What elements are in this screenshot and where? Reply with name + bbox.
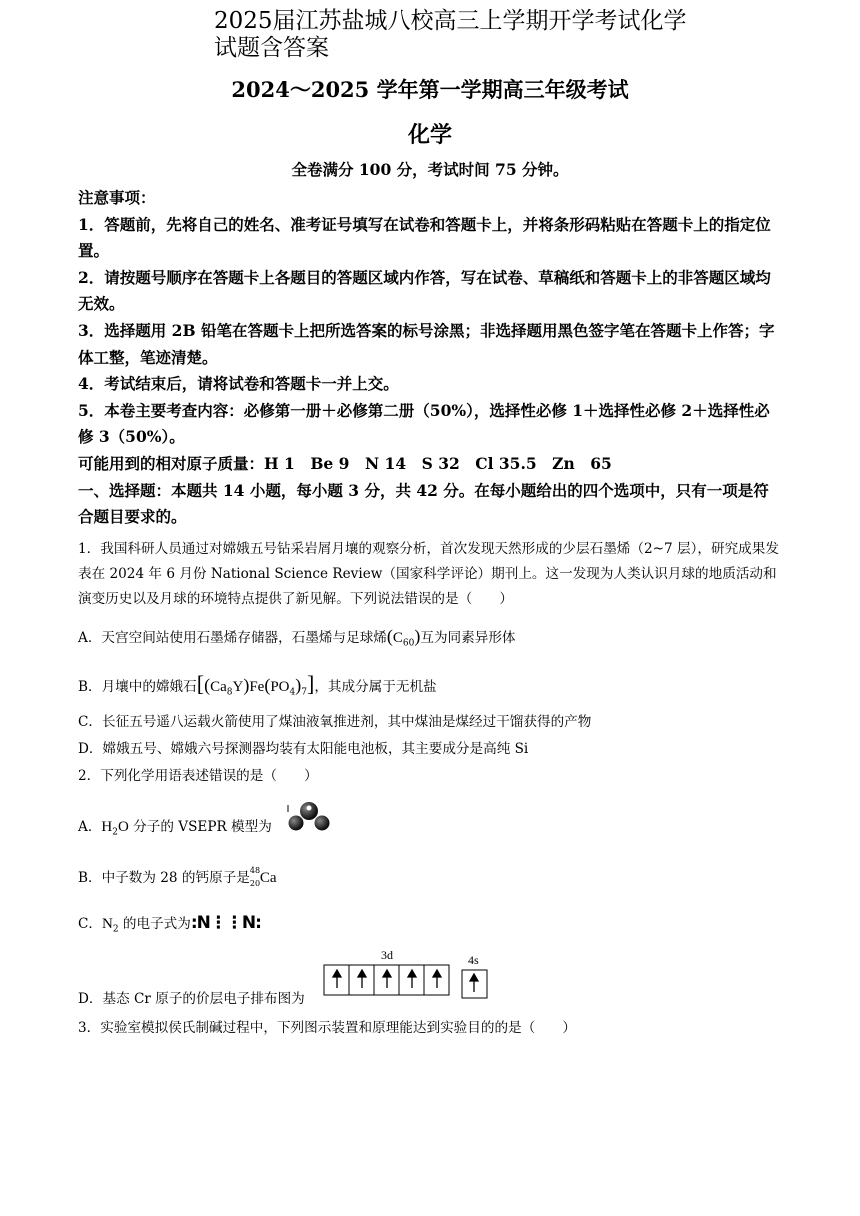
section-heading: 一、选择题：本题共 14 小题，每小题 3 分，共 42 分。在每小题给出的四个选项中，只有一项是符合题目要求的。 <box>78 480 769 527</box>
paren: ( <box>264 675 271 695</box>
question-2-option-c <box>78 912 261 935</box>
option-a-label: A． <box>78 819 102 835</box>
formula-subscript: 2 <box>112 827 118 838</box>
formula-h: H <box>101 819 113 835</box>
formula-fe: Fe <box>249 679 265 695</box>
question-2-option-b <box>78 866 277 888</box>
formula-subscript: 8 <box>226 687 233 698</box>
paren: ) <box>243 675 250 695</box>
orbital-diagram <box>323 963 491 1003</box>
question-1-option-d: D．嫦娥五号、嫦娥六号探测器均装有太阳能电池板，其主要成分是高纯 Si <box>78 741 529 757</box>
formula-n: N <box>102 916 113 932</box>
exam-summary: 全卷满分 100 分，考试时间 75 分钟。 <box>291 160 569 179</box>
option-b-text: B．月壤中的嫦娥石 <box>78 679 197 695</box>
paren: ) <box>295 675 302 695</box>
option-a-text: 分子的 VSEPR 模型为 <box>128 819 272 835</box>
question-1-text: 1．我国科研人员通过对嫦娥五号钻采岩屑月壤的观察分析，首次发现天然形成的少层石墨烯（2~7 层），研究成果发表在 2024 年 6 月份 National Science Review（国家科学评论）期刊上。这一发现为人类认识月球的地质活动和演变历史以及月球的环境特点提供了新见解。下列说法错误的是（ ） <box>78 541 779 607</box>
option-b-suffix: ，其成分属于无机盐 <box>314 679 437 695</box>
mass-number: 48 <box>249 865 261 875</box>
note-item: 5．本卷主要考查内容：必修第一册＋必修第二册（50%），选择性必修 1＋选择性必修 2＋选择性必修 3（50%）。 <box>78 400 770 447</box>
option-c-label: C． <box>78 916 102 932</box>
formula-o: O <box>118 819 129 835</box>
formula-paren: ) <box>414 626 421 646</box>
question-2-option-d: D．基态 Cr 原子的价层电子排布图为 <box>78 991 305 1007</box>
bracket: [ <box>196 671 205 696</box>
formula-symbol: C <box>392 630 403 646</box>
option-c-text: 的电子式为 <box>118 916 191 932</box>
formula-ca: Ca <box>210 679 227 695</box>
atomic-mass-line: 可能用到的相对原子质量：H 1 Be 9 N 14 S 32 Cl 35.5 Zn 65 <box>78 453 612 473</box>
question-1-option-c: C．长征五号遥八运载火箭使用了煤油液氧推进剂，其中煤油是煤经过干馏获得的产物 <box>78 714 592 730</box>
document-title-line2: 试题含答案 <box>214 35 329 61</box>
orbital-label-3d: 3d <box>381 948 393 962</box>
option-a-suffix: 互为同素异形体 <box>420 630 516 646</box>
note-item: 4．考试结束后，请将试卷和答题卡一并上交。 <box>78 374 399 394</box>
vsepr-model-icon <box>285 798 333 836</box>
notes-heading: 注意事项： <box>78 188 156 207</box>
nuclide-notation <box>249 865 261 888</box>
question-3-stem: 3．实验室模拟侯氏制碱过程中，下列图示装置和原理能达到实验目的的是（ ） <box>78 1020 577 1036</box>
formula-subscript: 60 <box>402 638 415 649</box>
document-title <box>214 8 687 62</box>
paren: ( <box>204 675 211 695</box>
document-title-line1: 2025届江苏盐城八校高三上学期开学考试化学 <box>214 8 687 34</box>
question-2-stem: 2．下列化学用语表述错误的是（ ） <box>78 768 318 784</box>
question-1-option-b <box>78 671 437 698</box>
exam-title: 2024～2025 学年第一学期高三年级考试 <box>231 77 629 102</box>
formula-subscript: 2 <box>112 924 119 935</box>
formula-subscript: 7 <box>301 687 307 698</box>
subject-title: 化学 <box>407 122 452 148</box>
element-symbol: Ca <box>259 870 277 886</box>
formula-po: PO <box>270 679 290 695</box>
lewis-structure: :N⋮⋮N: <box>190 913 261 933</box>
orbital-label-4s: 4s <box>468 953 479 967</box>
question-2-option-a <box>78 815 272 838</box>
formula-subscript: 4 <box>289 687 296 698</box>
formula-y: Y <box>232 679 244 695</box>
option-b-text: B．中子数为 28 的钙原子是 <box>78 870 250 886</box>
question-1-option-a <box>78 626 516 649</box>
question-1-stem <box>78 537 783 612</box>
note-item: 3．选择题用 2B 铅笔在答题卡上把所选答案的标号涂黑；非选择题用黑色签字笔在答题卡上作答；字体工整，笔迹清楚。 <box>78 320 775 367</box>
bracket: ] <box>306 671 315 696</box>
option-a-text: A．天宫空间站使用石墨烯存储器，石墨烯与足球烯 <box>78 630 387 646</box>
notes-section <box>78 185 780 531</box>
atomic-number: 20 <box>249 878 261 888</box>
formula-c60: ( <box>386 626 393 646</box>
note-item: 1．答题前，先将自己的姓名、准考证号填写在试卷和答题卡上，并将条形码粘贴在答题卡上的指定位置。 <box>78 214 771 261</box>
note-item: 2．请按题号顺序在答题卡上各题目的答题区域内作答，写在试卷、草稿纸和答题卡上的非答题区域均无效。 <box>78 267 771 314</box>
